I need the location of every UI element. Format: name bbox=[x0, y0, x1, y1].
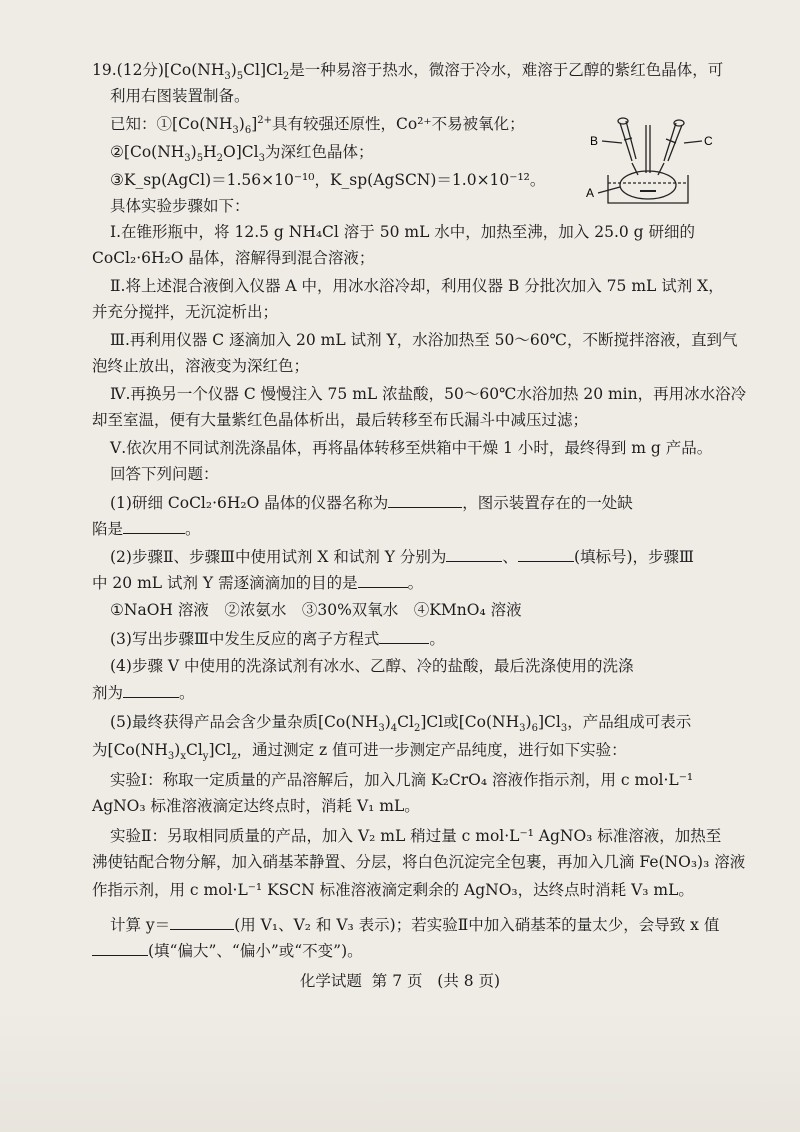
q2-line1 bbox=[110, 546, 694, 567]
formula-impurity-1: $[Co(NH_3)_4Cl_2]Cl$ bbox=[317, 713, 444, 735]
formula-main-complex: $[Co(NH_3)_5Cl]Cl_2$ bbox=[163, 61, 290, 83]
question-title-text: 是一种易溶于热水，微溶于冷水，难溶于乙醇的紫红色晶体，可 bbox=[289, 61, 724, 79]
question-score: (12分) bbox=[116, 61, 164, 79]
q3-text-b: 。 bbox=[429, 630, 445, 648]
q5-text-a3: ，产品组成可表示 bbox=[567, 713, 692, 731]
q1-line1 bbox=[110, 492, 633, 513]
known-fact-2 bbox=[110, 142, 374, 165]
q2-blank-x[interactable] bbox=[446, 546, 502, 562]
footer-total: (共 8 页) bbox=[437, 972, 501, 990]
q5-line1 bbox=[110, 712, 692, 735]
q1-text-b: ，图示装置存在的一处缺 bbox=[462, 494, 633, 512]
formula-impurity-2: $[Co(NH_3)_6]Cl_3$ bbox=[458, 713, 568, 735]
exp1-line2: AgNO₃ 标准溶液滴定达终点时，消耗 V₁ mL。 bbox=[92, 797, 420, 815]
formula-general: $[Co(NH_3)_xCl_y]Cl_z$ bbox=[107, 741, 237, 763]
calc-text-b: (用 V₁、V₂ 和 V₃ 表示)；若实验Ⅱ中加入硝基苯的量太少，会导致 x 值 bbox=[234, 916, 720, 934]
q2-text-d: 。 bbox=[407, 574, 424, 592]
q2-text-a: (2)步骤Ⅱ、步骤Ⅲ中使用试剂 X 和试剂 Y 分别为 bbox=[110, 548, 447, 566]
footer-subject: 化学试题 bbox=[299, 972, 362, 990]
q4-line2 bbox=[92, 682, 195, 703]
calc-blank-x[interactable] bbox=[92, 940, 148, 956]
flask-a bbox=[620, 171, 676, 199]
step-3-line1: Ⅲ.再利用仪器 C 逐滴加入 20 mL 试剂 Y，水浴加热至 50～60℃，不断搅拌溶液，直到气 bbox=[110, 331, 738, 349]
q3-text-a: (3)写出步骤Ⅲ中发生反应的离子方程式 bbox=[110, 630, 380, 648]
q1-text-a: (1)研细 CoCl₂·6H₂O 晶体的仪器名称为 bbox=[110, 494, 389, 512]
step-1-line2: CoCl₂·6H₂O 晶体，溶解得到混合溶液； bbox=[92, 249, 375, 267]
exp2-line2: 沸使钴配合物分解，加入硝基苯静置、分层，将白色沉淀完全包裹，再加入几滴 Fe(NO₃)₃ 溶液 bbox=[92, 853, 746, 871]
known-fact-1 bbox=[110, 114, 525, 137]
q5-text-a2: 或 bbox=[443, 713, 459, 731]
page-footer bbox=[0, 969, 800, 991]
calc-blank-y[interactable] bbox=[170, 914, 234, 930]
calc-line2 bbox=[92, 940, 363, 961]
apparatus-diagram bbox=[580, 105, 720, 215]
q4-text-c: 。 bbox=[179, 684, 195, 702]
q1-line2 bbox=[92, 518, 201, 539]
step-3-line2: 泡终止放出，溶液变为深红色； bbox=[92, 357, 310, 375]
step-4-line2: 却至室温，便有大量紫红色晶体析出，最后转移至布氏漏斗中减压过滤； bbox=[92, 411, 589, 429]
q5-line2 bbox=[92, 740, 627, 763]
label-a: A bbox=[586, 186, 595, 200]
q4-line1: (4)步骤 Ⅴ 中使用的洗涤试剂有冰水、乙醇、冷的盐酸，最后洗涤使用的洗涤 bbox=[110, 657, 634, 675]
known-prefix: 已知：① bbox=[110, 115, 173, 133]
q1-blank-2[interactable] bbox=[123, 518, 185, 534]
q4-blank[interactable] bbox=[123, 682, 179, 698]
formula-hexaammine: $[Co(NH_3)_6]^{2+}$ bbox=[172, 114, 273, 137]
exp2-line1: 实验Ⅱ：另取相同质量的产品，加入 V₂ mL 稍过量 c mol·L⁻¹ AgNO₃ 标准溶液，加热至 bbox=[110, 827, 722, 845]
step-5: Ⅴ.依次用不同试剂洗涤晶体，再将晶体转移至烘箱中干燥 1 小时，最终得到 m g 产品。 bbox=[110, 439, 713, 457]
calc-text-a: 计算 y＝ bbox=[110, 916, 171, 934]
known1-text: 具有较强还原性，Co²⁺不易被氧化； bbox=[272, 115, 525, 133]
question-number: 19. bbox=[92, 61, 117, 79]
q4-text-b: 剂为 bbox=[92, 684, 124, 702]
q3-blank[interactable] bbox=[379, 628, 429, 644]
answer-prompt: 回答下列问题： bbox=[110, 465, 219, 483]
footer-page: 第 7 页 bbox=[371, 972, 423, 990]
step-2-line2: 并充分搅拌，无沉淀析出； bbox=[92, 303, 279, 321]
q5-text-b2: ，通过测定 z 值可进一步测定产品纯度，进行如下实验： bbox=[236, 741, 627, 759]
circled-2: ② bbox=[110, 143, 124, 161]
known2-text: 为深红色晶体； bbox=[264, 143, 374, 161]
calc-line1 bbox=[110, 914, 719, 935]
q2-text-b: (填标号)，步骤Ⅲ bbox=[573, 548, 694, 566]
q1-text-d: 。 bbox=[185, 520, 201, 538]
step-2-line1: Ⅱ.将上述混合液倒入仪器 A 中，用冰水浴冷却，利用仪器 B 分批次加入 75 mL 试剂 X， bbox=[110, 277, 724, 295]
q2-options: ①NaOH 溶液 ②浓氨水 ③30%双氧水 ④KMnO₄ 溶液 bbox=[110, 601, 522, 619]
q5-text-b1: 为 bbox=[92, 741, 108, 759]
q2-blank-y[interactable] bbox=[518, 546, 574, 562]
step-4-line1: Ⅳ.再换另一个仪器 C 慢慢注入 75 mL 浓盐酸，50～60℃水浴加热 20 min，再用冰水浴冷 bbox=[110, 385, 747, 403]
q2-line2 bbox=[92, 572, 423, 593]
q2-blank-purpose[interactable] bbox=[358, 572, 408, 588]
q1-blank-1[interactable] bbox=[388, 492, 462, 508]
step-1-line1: Ⅰ.在锥形瓶中，将 12.5 g NH₄Cl 溶于 50 mL 水中，加热至沸，加入 25.0 g 研细的 bbox=[110, 223, 696, 241]
label-c: C bbox=[704, 134, 713, 148]
exp2-line3: 作指示剂，用 c mol·L⁻¹ KSCN 标准溶液滴定剩余的 AgNO₃，达终点时消耗 V₃ mL。 bbox=[92, 881, 694, 899]
calc-text-c: (填“偏大”、“偏小”或“不变”)。 bbox=[148, 942, 363, 960]
known-fact-3: ③K_sp(AgCl)＝1.56×10⁻¹⁰，K_sp(AgSCN)＝1.0×10⁻¹²。 bbox=[110, 171, 546, 189]
q2-text-c: 中 20 mL 试剂 Y 需逐滴滴加的目的是 bbox=[92, 574, 358, 592]
label-b: B bbox=[590, 134, 599, 148]
steps-intro: 具体实验步骤如下： bbox=[110, 197, 250, 215]
page-bottom-margin bbox=[0, 1005, 800, 1132]
exp1-line1: 实验Ⅰ：称取一定质量的产品溶解后，加入几滴 K₂CrO₄ 溶液作指示剂，用 c mol·L⁻¹ bbox=[110, 771, 694, 789]
funnel-b bbox=[620, 121, 636, 161]
q5-text-a1: (5)最终获得产品会含少量杂质 bbox=[110, 713, 318, 731]
q2-sep: 、 bbox=[502, 548, 518, 566]
question-line2: 利用右图装置制备。 bbox=[110, 87, 250, 105]
formula-aqua-complex: $[Co(NH_3)_5H_2O]Cl_3$ bbox=[123, 143, 265, 165]
q3-line bbox=[110, 628, 445, 649]
question-header bbox=[92, 60, 724, 83]
q1-text-c: 陷是 bbox=[92, 520, 124, 538]
